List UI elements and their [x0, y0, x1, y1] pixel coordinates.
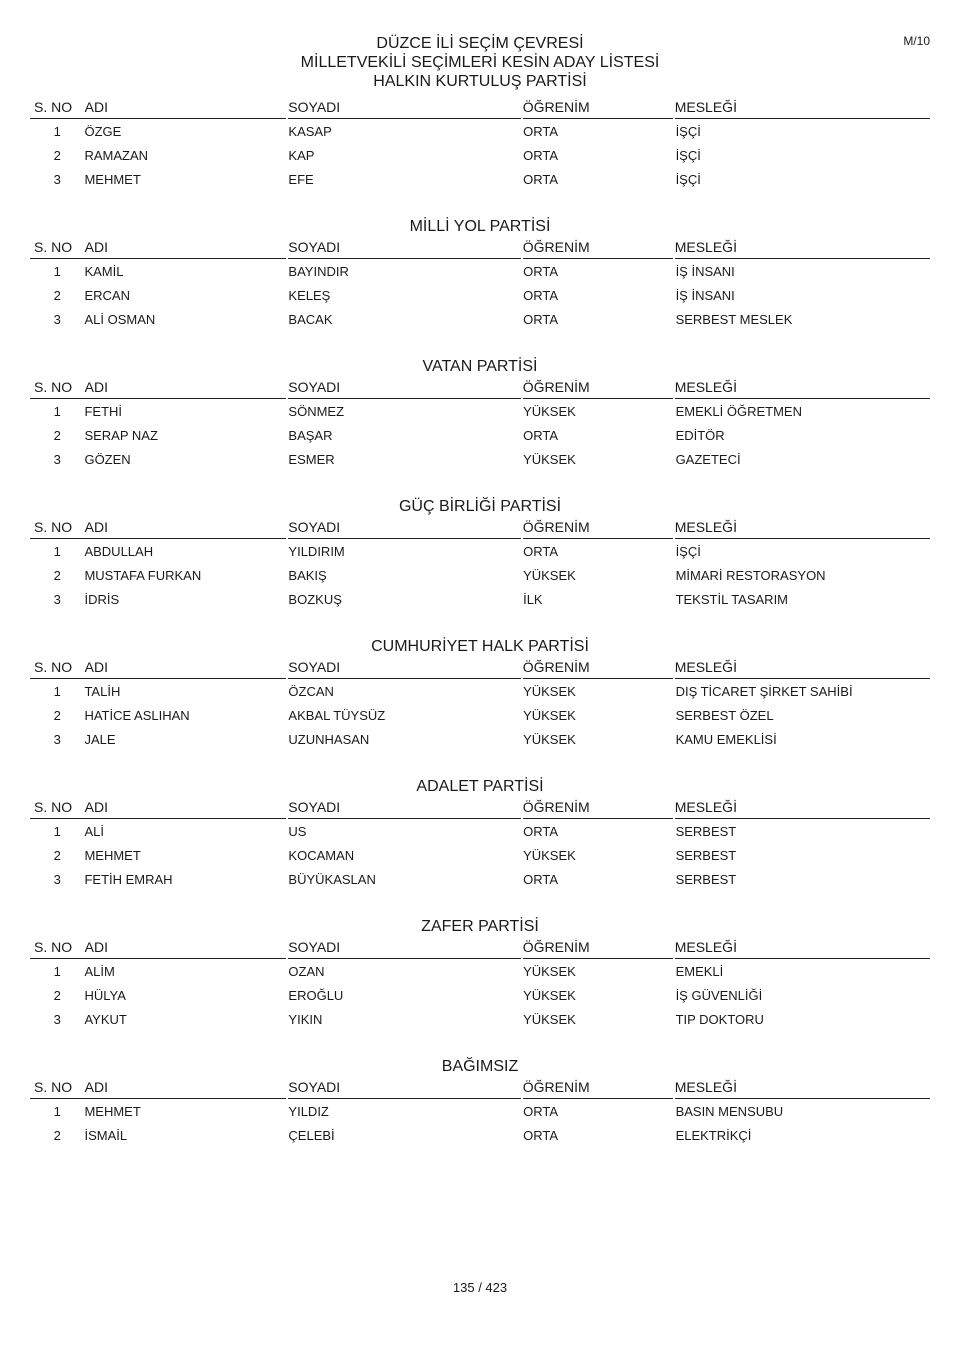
- cell-meslegi: İŞ İNSANI: [675, 263, 735, 279]
- column-header-adi: ADI: [85, 517, 287, 539]
- cell-soyadi: SÖNMEZ: [288, 403, 345, 419]
- cell-soyadi: YILDIRIM: [288, 543, 345, 559]
- party-section: [30, 217, 930, 331]
- party-section: [30, 777, 930, 891]
- cell-sno: 2: [53, 427, 61, 443]
- cell-meslegi: İŞÇİ: [675, 123, 701, 139]
- cell-ogrenim: ORTA: [523, 1127, 558, 1143]
- cell-ogrenim: ORTA: [523, 427, 558, 443]
- cell-meslegi: İŞ İNSANI: [675, 287, 735, 303]
- party-title: BAĞIMSIZ: [441, 1058, 519, 1075]
- cell-sno: 2: [53, 287, 61, 303]
- cell-adi: GÖZEN: [84, 451, 131, 467]
- party-section: [30, 497, 930, 611]
- column-header-sno: S. NO: [30, 97, 85, 119]
- table-header: [30, 237, 930, 259]
- cell-ogrenim: YÜKSEK: [523, 707, 576, 723]
- table-row: [30, 1007, 930, 1031]
- cell-meslegi: EDİTÖR: [675, 427, 725, 443]
- cell-meslegi: SERBEST MESLEK: [675, 311, 793, 327]
- column-header-meslegi: MESLEĞİ: [675, 797, 930, 819]
- party-section: [30, 637, 930, 751]
- cell-adi: ÖZGE: [84, 123, 122, 139]
- cell-adi: RAMAZAN: [84, 147, 149, 163]
- cell-sno: 2: [53, 847, 61, 863]
- cell-ogrenim: YÜKSEK: [523, 1011, 576, 1027]
- table-row: [30, 983, 930, 1007]
- column-header-sno: S. NO: [30, 797, 85, 819]
- table-row: [30, 283, 930, 307]
- cell-sno: 1: [53, 403, 61, 419]
- candidate-sections: [30, 97, 930, 1147]
- document-title: [0, 34, 960, 91]
- column-header-ogrenim: ÖĞRENİM: [523, 937, 673, 959]
- column-header-adi: ADI: [85, 1077, 287, 1099]
- cell-meslegi: TEKSTİL TASARIM: [675, 591, 789, 607]
- table-header: [30, 797, 930, 819]
- column-header-ogrenim: ÖĞRENİM: [523, 97, 673, 119]
- table-row: [30, 1099, 930, 1123]
- cell-ogrenim: ORTA: [523, 543, 558, 559]
- column-header-sno: S. NO: [30, 377, 85, 399]
- cell-ogrenim: ORTA: [523, 123, 558, 139]
- table-row: [30, 259, 930, 283]
- cell-soyadi: BAYINDIR: [288, 263, 349, 279]
- cell-sno: 3: [53, 871, 61, 887]
- cell-meslegi: BASIN MENSUBU: [675, 1103, 784, 1119]
- column-header-meslegi: MESLEĞİ: [675, 517, 930, 539]
- cell-sno: 1: [53, 683, 61, 699]
- party-section: [30, 357, 930, 471]
- cell-soyadi: BOZKUŞ: [288, 591, 342, 607]
- cell-soyadi: YIKIN: [288, 1011, 323, 1027]
- column-header-ogrenim: ÖĞRENİM: [523, 1077, 673, 1099]
- cell-adi: FETİH EMRAH: [84, 871, 173, 887]
- cell-ogrenim: YÜKSEK: [523, 847, 576, 863]
- column-header-sno: S. NO: [30, 1077, 85, 1099]
- table-row: [30, 679, 930, 703]
- table-row: [30, 539, 930, 563]
- cell-meslegi: İŞ GÜVENLİĞİ: [675, 987, 763, 1003]
- cell-sno: 3: [53, 451, 61, 467]
- cell-adi: HÜLYA: [84, 987, 126, 1003]
- table-row: [30, 867, 930, 891]
- party-section: [30, 1057, 930, 1147]
- cell-soyadi: AKBAL TÜYSÜZ: [288, 707, 386, 723]
- cell-sno: 1: [53, 543, 61, 559]
- column-header-meslegi: MESLEĞİ: [675, 1077, 930, 1099]
- cell-soyadi: KOCAMAN: [288, 847, 355, 863]
- table-row: [30, 307, 930, 331]
- cell-ogrenim: ORTA: [523, 287, 558, 303]
- table-row: [30, 1123, 930, 1147]
- column-header-ogrenim: ÖĞRENİM: [523, 237, 673, 259]
- cell-adi: SERAP NAZ: [84, 427, 158, 443]
- cell-meslegi: KAMU EMEKLİSİ: [675, 731, 777, 747]
- cell-soyadi: OZAN: [288, 963, 325, 979]
- column-header-sno: S. NO: [30, 517, 85, 539]
- column-header-meslegi: MESLEĞİ: [675, 937, 930, 959]
- column-header-soyadi: SOYADI: [288, 237, 520, 259]
- cell-sno: 2: [53, 567, 61, 583]
- party-title: MİLLİ YOL PARTİSİ: [409, 218, 551, 235]
- table-row: [30, 399, 930, 423]
- party-section: [30, 97, 930, 191]
- cell-sno: 3: [53, 171, 61, 187]
- cell-adi: ALİ: [84, 823, 104, 839]
- column-header-sno: S. NO: [30, 657, 85, 679]
- cell-meslegi: ELEKTRİKÇİ: [675, 1127, 752, 1143]
- cell-sno: 1: [53, 1103, 61, 1119]
- table-header: [30, 657, 930, 679]
- party-title: CUMHURİYET HALK PARTİSİ: [371, 638, 589, 655]
- cell-soyadi: BÜYÜKASLAN: [288, 871, 376, 887]
- column-header-ogrenim: ÖĞRENİM: [523, 797, 673, 819]
- page-code: M/10: [903, 34, 930, 48]
- table-header: [30, 517, 930, 539]
- column-header-meslegi: MESLEĞİ: [675, 97, 930, 119]
- cell-meslegi: EMEKLİ ÖĞRETMEN: [675, 403, 802, 419]
- cell-ogrenim: ORTA: [523, 311, 558, 327]
- cell-soyadi: KELEŞ: [288, 287, 331, 303]
- cell-sno: 2: [53, 147, 61, 163]
- column-header-meslegi: MESLEĞİ: [675, 237, 930, 259]
- cell-meslegi: DIŞ TİCARET ŞİRKET SAHİBİ: [675, 683, 853, 699]
- cell-soyadi: UZUNHASAN: [288, 731, 370, 747]
- cell-ogrenim: ORTA: [523, 171, 558, 187]
- column-header-meslegi: MESLEĞİ: [675, 657, 930, 679]
- table-row: [30, 143, 930, 167]
- cell-adi: TALİH: [84, 683, 121, 699]
- cell-meslegi: EMEKLİ: [675, 963, 724, 979]
- cell-adi: KAMİL: [84, 263, 124, 279]
- column-header-adi: ADI: [85, 657, 287, 679]
- cell-adi: İDRİS: [84, 591, 120, 607]
- column-header-soyadi: SOYADI: [288, 657, 520, 679]
- cell-soyadi: KASAP: [288, 123, 332, 139]
- cell-meslegi: İŞÇİ: [675, 171, 701, 187]
- cell-meslegi: SERBEST: [675, 823, 737, 839]
- column-header-soyadi: SOYADI: [288, 377, 520, 399]
- cell-meslegi: SERBEST: [675, 847, 737, 863]
- column-header-adi: ADI: [85, 97, 287, 119]
- table-row: [30, 447, 930, 471]
- cell-soyadi: BACAK: [288, 311, 333, 327]
- table-row: [30, 167, 930, 191]
- cell-soyadi: YILDIZ: [288, 1103, 329, 1119]
- party-title: ADALET PARTİSİ: [416, 778, 544, 795]
- cell-soyadi: BAKIŞ: [288, 567, 327, 583]
- cell-ogrenim: ORTA: [523, 263, 558, 279]
- table-row: [30, 959, 930, 983]
- column-header-ogrenim: ÖĞRENİM: [523, 377, 673, 399]
- cell-sno: 1: [53, 263, 61, 279]
- table-row: [30, 843, 930, 867]
- cell-sno: 3: [53, 731, 61, 747]
- cell-sno: 2: [53, 707, 61, 723]
- cell-ogrenim: YÜKSEK: [523, 987, 576, 1003]
- cell-adi: AYKUT: [84, 1011, 127, 1027]
- cell-soyadi: US: [288, 823, 307, 839]
- cell-meslegi: SERBEST: [675, 871, 737, 887]
- party-section: [30, 917, 930, 1031]
- cell-ogrenim: İLK: [523, 591, 543, 607]
- column-header-adi: ADI: [85, 797, 287, 819]
- cell-meslegi: GAZETECİ: [675, 451, 741, 467]
- table-row: [30, 703, 930, 727]
- table-row: [30, 119, 930, 143]
- cell-sno: 1: [53, 963, 61, 979]
- title-line-list: MİLLETVEKİLİ SEÇİMLERİ KESİN ADAY LİSTESİ: [300, 54, 660, 71]
- party-title: VATAN PARTİSİ: [422, 358, 538, 375]
- cell-soyadi: EFE: [288, 171, 314, 187]
- party-title: GÜÇ BİRLİĞİ PARTİSİ: [398, 498, 562, 515]
- cell-meslegi: TIP DOKTORU: [675, 1011, 764, 1027]
- page-number: 135 / 423: [452, 1280, 508, 1295]
- cell-adi: HATİCE ASLIHAN: [84, 707, 190, 723]
- party-title: ZAFER PARTİSİ: [421, 918, 539, 935]
- cell-meslegi: İŞÇİ: [675, 147, 701, 163]
- cell-soyadi: ESMER: [288, 451, 335, 467]
- cell-adi: ALİM: [84, 963, 115, 979]
- table-row: [30, 423, 930, 447]
- cell-adi: MEHMET: [84, 847, 141, 863]
- table-header: [30, 97, 930, 119]
- cell-adi: ALİ OSMAN: [84, 311, 156, 327]
- cell-sno: 3: [53, 591, 61, 607]
- cell-adi: MEHMET: [84, 1103, 141, 1119]
- column-header-sno: S. NO: [30, 237, 85, 259]
- cell-adi: MEHMET: [84, 171, 141, 187]
- cell-ogrenim: YÜKSEK: [523, 403, 576, 419]
- table-header: [30, 1077, 930, 1099]
- column-header-soyadi: SOYADI: [288, 1077, 520, 1099]
- column-header-soyadi: SOYADI: [288, 97, 520, 119]
- cell-ogrenim: YÜKSEK: [523, 963, 576, 979]
- column-header-adi: ADI: [85, 237, 287, 259]
- cell-ogrenim: YÜKSEK: [523, 567, 576, 583]
- cell-soyadi: KAP: [288, 147, 315, 163]
- cell-soyadi: ÇELEBİ: [288, 1127, 335, 1143]
- column-header-soyadi: SOYADI: [288, 937, 520, 959]
- table-row: [30, 587, 930, 611]
- cell-soyadi: BAŞAR: [288, 427, 333, 443]
- cell-meslegi: SERBEST ÖZEL: [675, 707, 774, 723]
- cell-ogrenim: YÜKSEK: [523, 683, 576, 699]
- cell-adi: İSMAİL: [84, 1127, 128, 1143]
- title-line-province: DÜZCE İLİ SEÇİM ÇEVRESİ: [376, 35, 584, 52]
- column-header-ogrenim: ÖĞRENİM: [523, 657, 673, 679]
- cell-adi: JALE: [84, 731, 116, 747]
- cell-meslegi: MİMARİ RESTORASYON: [675, 567, 826, 583]
- table-row: [30, 819, 930, 843]
- column-header-soyadi: SOYADI: [288, 517, 520, 539]
- column-header-ogrenim: ÖĞRENİM: [523, 517, 673, 539]
- cell-sno: 2: [53, 1127, 61, 1143]
- table-header: [30, 937, 930, 959]
- table-row: [30, 727, 930, 751]
- table-header: [30, 377, 930, 399]
- column-header-soyadi: SOYADI: [288, 797, 520, 819]
- column-header-sno: S. NO: [30, 937, 85, 959]
- column-header-adi: ADI: [85, 937, 287, 959]
- cell-meslegi: İŞÇİ: [675, 543, 701, 559]
- cell-ogrenim: ORTA: [523, 147, 558, 163]
- cell-ogrenim: YÜKSEK: [523, 731, 576, 747]
- cell-soyadi: EROĞLU: [288, 987, 344, 1003]
- cell-adi: ABDULLAH: [84, 543, 154, 559]
- cell-sno: 3: [53, 1011, 61, 1027]
- cell-adi: MUSTAFA FURKAN: [84, 567, 202, 583]
- title-line-first-party: HALKIN KURTULUŞ PARTİSİ: [373, 73, 587, 90]
- cell-ogrenim: ORTA: [523, 823, 558, 839]
- cell-sno: 3: [53, 311, 61, 327]
- cell-soyadi: ÖZCAN: [288, 683, 334, 699]
- column-header-meslegi: MESLEĞİ: [675, 377, 930, 399]
- cell-sno: 1: [53, 123, 61, 139]
- column-header-adi: ADI: [85, 377, 287, 399]
- cell-adi: FETHİ: [84, 403, 123, 419]
- cell-ogrenim: ORTA: [523, 871, 558, 887]
- table-row: [30, 563, 930, 587]
- cell-adi: ERCAN: [84, 287, 130, 303]
- cell-sno: 1: [53, 823, 61, 839]
- cell-ogrenim: YÜKSEK: [523, 451, 576, 467]
- cell-ogrenim: ORTA: [523, 1103, 558, 1119]
- cell-sno: 2: [53, 987, 61, 1003]
